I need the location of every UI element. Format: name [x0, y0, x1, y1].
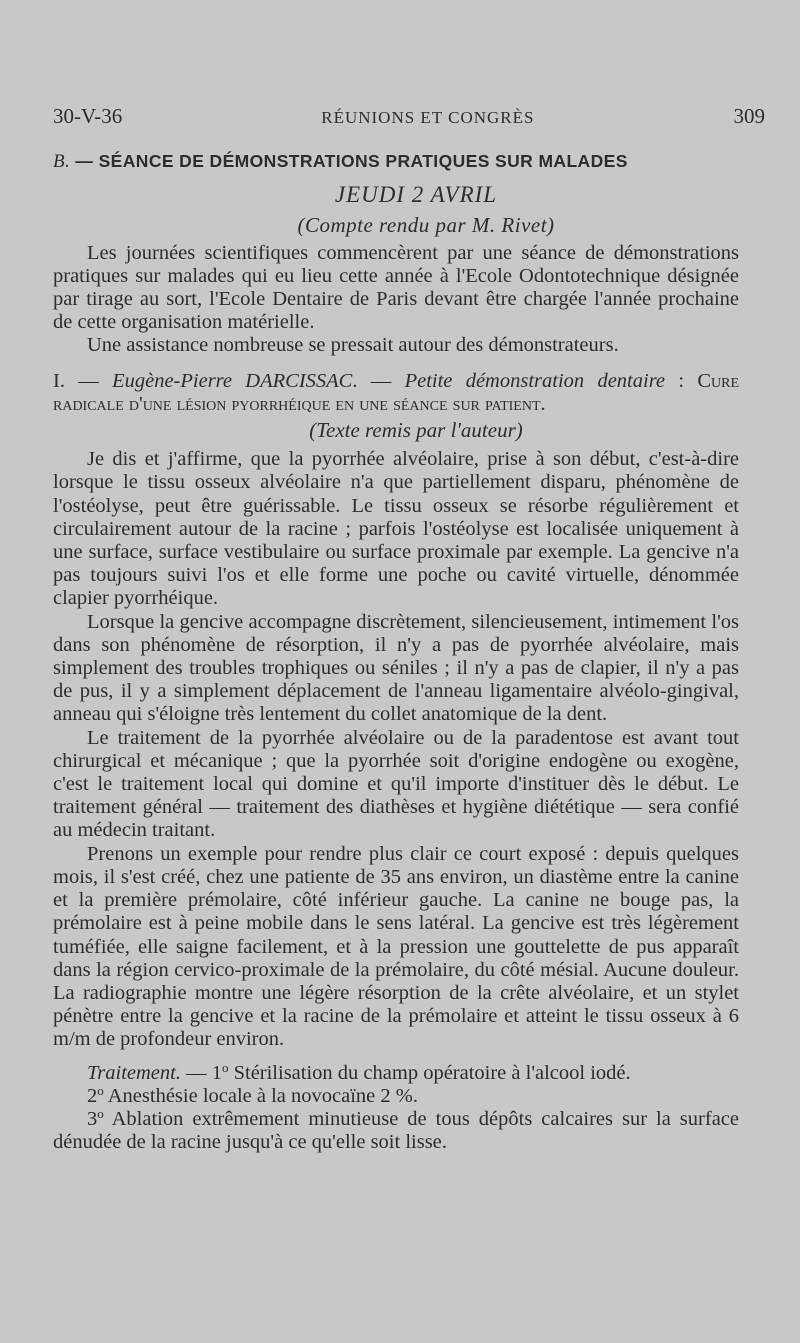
item-kind: Petite démonstration dentaire [404, 369, 666, 392]
intro-paragraph: Une assistance nombreuse se pressait autour des démonstrateurs. [87, 334, 619, 357]
treatment-dash: — [180, 1061, 212, 1084]
step-ordinal: o [97, 1082, 104, 1098]
section-title-text: SÉANCE DE DÉMONSTRATIONS PRATIQUES SUR MALADES [98, 151, 628, 171]
step-text: Stérilisation du champ opératoire à l'alcool iodé. [228, 1061, 631, 1084]
item-author: Eugène-Pierre DARCISSAC [112, 369, 353, 392]
running-header [53, 104, 765, 129]
section-heading [53, 150, 739, 173]
text-credit: (Texte remis par l'auteur) [309, 418, 523, 443]
page-number: 309 [733, 104, 765, 128]
treatment-step [53, 1082, 739, 1108]
step-number: 2 [87, 1084, 98, 1107]
step-number: 3 [87, 1107, 98, 1130]
item-number: I. — [53, 369, 113, 392]
treatment-label: Traitement. [87, 1061, 181, 1084]
item-sep: . — [352, 369, 405, 392]
step-number: 1 [211, 1061, 222, 1084]
header-section: RÉUNIONS ET CONGRÈS [321, 108, 535, 127]
item-colon: : [665, 369, 698, 392]
intro-paragraph: Les journées scientifiques commencèrent par une séance de démonstrations pratiques sur malades qui eu lieu cette année à l'Ecole Odontotechnique désignée par tirage au sort, l'Ecole Dentaire de Paris devant être chargée l'année prochaine de cette organisation matérielle. [53, 241, 739, 334]
item-subject: Cure radicale d'une lésion pyorrhéique en une séance sur patient. [53, 369, 740, 415]
body-paragraph: Le traitement de la pyorrhée alvéolaire ou de la paradentose est avant tout chirurgical et mécanique ; que la pyorrhée soit d'origine endogène ou exogène, c'est le traitement local qui domine et qu'il importe d'instituer dès le début. Le traitement général — traitement des diathèses et hygiène diététique — sera confié au médecin traitant. [53, 726, 739, 842]
section-letter: B. [53, 151, 71, 172]
report-credit: (Compte rendu par M. Rivet) [297, 213, 555, 238]
treatment-step [53, 1059, 739, 1085]
section-dash: — [70, 151, 99, 171]
step-text: Ablation extrêmement minutieuse de tous dépôts calcaires sur la surface dénudée de la racine jusqu'à ce qu'elle soit lisse. [53, 1107, 739, 1154]
item-heading [53, 370, 739, 416]
body-paragraph: Prenons un exemple pour rendre plus clair ce court exposé : depuis quelques mois, il s'est créé, chez une patiente de 35 ans environ, un diastème entre la canine et la première prémolaire, côté inférieur gauche. La canine ne bouge pas, la prémolaire est à peine mobile dans le sens latéral. La gencive est très légèrement tuméfiée, elle saigne facilement, et à la pression une gouttelette de pus apparaît dans la région cervico-proximale de la prémolaire, du côté mésial. Aucune douleur. La radiographie montre une légère résorption de la crête alvéolaire, et un stylet pénètre entre la gencive et la racine de la prémolaire et atteint le tissu osseux à 6 m/m de profondeur environ. [53, 842, 739, 1051]
article-body [53, 150, 739, 1154]
body-paragraph: Je dis et j'affirme, que la pyorrhée alvéolaire, prise à son début, c'est-à-dire lorsque le tissu osseux alvéolaire n'a que partiellement disparu, phénomène de l'ostéolyse, peut être guérissable. Le tissu osseux se résorbe régulièrement et circulairement autour de la racine ; parfois l'ostéolyse est localisée uniquement à une surface, surface vestibulaire ou surface proximale par exemple. La gencive n'a pas toujours suivi l'os et elle forme une poche ou cavité virtuelle, dénommée clapier pyorrhéique. [53, 448, 739, 610]
header-date: 30-V-36 [53, 104, 123, 128]
session-date: JEUDI 2 AVRIL [334, 182, 498, 208]
step-text: Anesthésie locale à la novocaïne 2 %. [103, 1084, 418, 1107]
treatment-step [53, 1105, 739, 1154]
step-ordinal: o [97, 1105, 104, 1121]
step-ordinal: o [221, 1059, 229, 1075]
body-paragraph: Lorsque la gencive accompagne discrètement, silencieusement, intimement l'os dans son phénomène de résorption, il n'y a pas de pyorrhée alvéolaire, mais simplement des troubles trophiques ou séniles ; il n'y a pas de clapier, il n'y a pas de pus, il y a simplement déplacement de l'anneau ligamentaire alvéolo-gingival, anneau qui s'éloigne très lentement du collet anatomique de la dent. [53, 610, 739, 726]
